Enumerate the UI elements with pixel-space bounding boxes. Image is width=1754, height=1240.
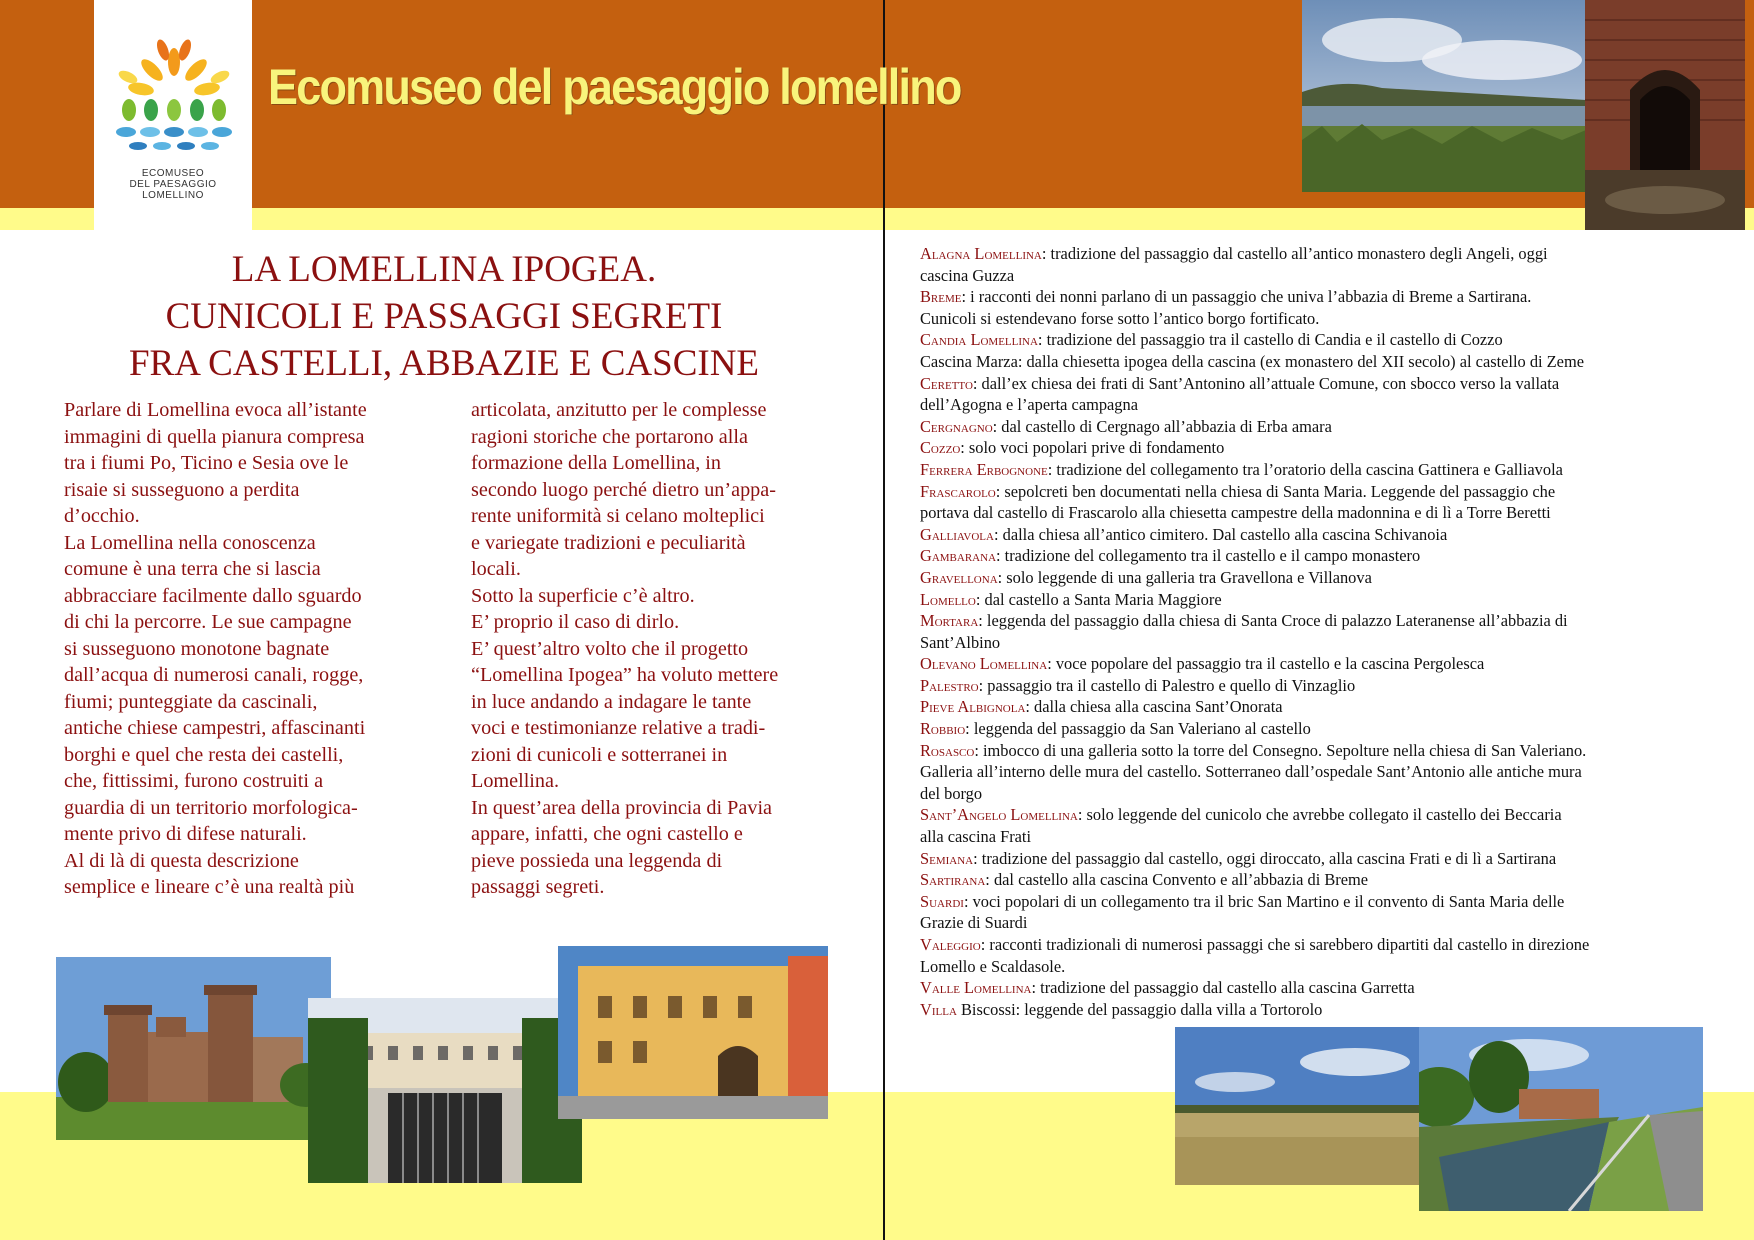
text-line: rente uniformità si celano molteplici xyxy=(471,505,765,527)
site-description-continued: Sant’Albino xyxy=(920,632,1001,652)
text-line: formazione della Lomellina, in xyxy=(471,452,722,474)
site-name: Valle Lomellina xyxy=(920,978,1032,998)
text-line: semplice e lineare c’è una realtà più xyxy=(64,876,355,898)
site-description-continued: alla cascina Frati xyxy=(920,827,1032,847)
site-description: : racconti tradizionali di numerosi passaggi che si sarebbero dipartiti dal castello in direzione xyxy=(980,935,1590,954)
text-line: In quest’area della provincia di Pavia xyxy=(471,796,773,819)
title-line: CUNICOLI E PASSAGGI SEGRETI xyxy=(165,296,723,337)
text-line: locali. xyxy=(471,558,521,580)
text-line: immagini di quella pianura compresa xyxy=(64,425,365,448)
text-line: voci e testimonianze relative a tradi- xyxy=(471,717,766,739)
site-description: : passaggio tra il castello di Palestro e quello di Vinzaglio xyxy=(978,675,1356,695)
site-entry xyxy=(920,589,1700,611)
site-entry xyxy=(920,437,1700,459)
site-name: Rosasco xyxy=(920,740,975,760)
site-description: : i racconti dei nonni parlano di un passaggio che univa l’abbazia di Breme a Sartirana. xyxy=(961,287,1532,307)
text-line: si susseguono monotone bagnate xyxy=(64,637,330,660)
site-entry xyxy=(920,675,1700,697)
site-description: : voci popolari di un collegamento tra il bric San Martino e il convento di Santa Maria delle xyxy=(963,891,1565,911)
title-line: FRA CASTELLI, ABBAZIE E CASCINE xyxy=(128,343,760,384)
title-line: LA LOMELLINA IPOGEA. xyxy=(231,249,657,290)
text-line: E’ quest’altro volto che il progetto xyxy=(471,637,749,660)
site-entry xyxy=(920,848,1700,870)
lake-landscape-photo xyxy=(1302,0,1586,192)
site-description: : sepolcreti ben documentati nella chiesa di Santa Maria. Leggende del passaggio che xyxy=(995,481,1556,501)
text-line: secondo luogo perché dietro un’appa- xyxy=(471,478,776,501)
site-description-continued: Cunicoli si estendevano forse sotto l’antico borgo fortificato. xyxy=(920,308,1320,328)
site-description: : tradizione del collegamento tra l’oratorio della cascina Gattinera e Galliavola xyxy=(1047,459,1563,479)
site-description: : dal castello a Santa Maria Maggiore xyxy=(975,589,1222,609)
text-line: ragioni storiche che portarono alla xyxy=(471,425,748,448)
page-title xyxy=(40,246,848,387)
site-entry xyxy=(920,416,1700,438)
text-line: che, fittissimi, furono costruiti a xyxy=(64,770,324,792)
site-name: Candia Lomellina xyxy=(920,330,1038,350)
site-entry xyxy=(920,804,1700,826)
logo-caption: ECOMUSEO DEL PAESAGGIO LOMELLINO xyxy=(129,168,217,201)
intro-column-right xyxy=(471,397,821,901)
text-line: mente privo di difese naturali. xyxy=(64,823,307,845)
text-line: passaggi segreti. xyxy=(471,876,605,898)
text-line: “Lomellina Ipogea” ha voluto mettere xyxy=(471,664,779,686)
site-name: Palestro xyxy=(920,675,979,695)
site-description: : tradizione del passaggio tra il castello di Candia e il castello di Cozzo xyxy=(1037,330,1503,350)
text-line: abbracciare facilmente dallo sguardo xyxy=(64,584,362,607)
sites-list xyxy=(920,243,1700,1020)
text-line: appare, infatti, che ogni castello e xyxy=(471,823,743,845)
text-line: dall’acqua di numerosi canali, rogge, xyxy=(64,664,364,686)
site-description: : solo voci popolari prive di fondamento xyxy=(960,438,1225,458)
text-line: articolata, anzitutto per le complesse xyxy=(471,399,767,421)
site-description: : dall’ex chiesa dei frati di Sant’Antonino all’attuale Comune, con sbocco verso la vallata xyxy=(972,373,1560,393)
site-description: Biscossi: leggende del passaggio dalla villa a Tortorolo xyxy=(956,999,1323,1019)
site-entry xyxy=(920,243,1700,265)
site-description-continued: portava dal castello di Frascarolo alla chiesetta campestre della madonnina e di lì a Torre Beretti xyxy=(920,503,1551,523)
site-name: Olevano Lomellina xyxy=(920,654,1048,674)
logo-sun-icon xyxy=(94,0,252,165)
site-name: Galliavola xyxy=(920,524,994,544)
site-name: Cozzo xyxy=(920,438,961,458)
site-name: Semiana xyxy=(920,848,974,868)
site-description: : dalla chiesa alla cascina Sant’Onorata xyxy=(1025,697,1283,717)
site-description: : dal castello di Cergnago all’abbazia di Erba amara xyxy=(992,416,1332,436)
brand-title: Ecomuseo del paesaggio lomellino xyxy=(268,59,961,115)
site-entry xyxy=(920,891,1700,913)
villa-gate-photo xyxy=(308,998,582,1183)
site-entry xyxy=(920,459,1700,481)
text-line: Parlare di Lomellina evoca all’istante xyxy=(64,399,367,421)
site-entry xyxy=(920,286,1700,308)
site-name: Gravellona xyxy=(920,567,998,587)
text-line: La Lomellina nella conoscenza xyxy=(64,531,316,554)
text-line: pieve possieda una leggenda di xyxy=(471,849,723,872)
site-name: Suardi xyxy=(920,891,964,911)
site-name: Mortara xyxy=(920,611,979,631)
site-description-continued: Cascina Marza: dalla chiesetta ipogea della cascina (ex monastero del XII secolo) al castello di Zeme xyxy=(920,351,1584,371)
site-name: Sartirana xyxy=(920,870,986,890)
site-entry xyxy=(920,934,1700,956)
site-name: Cergnagno xyxy=(920,416,993,436)
site-description: : solo leggende di una galleria tra Gravellona e Villanova xyxy=(997,567,1372,587)
site-entry xyxy=(920,545,1700,567)
text-line: Lomellina. xyxy=(471,770,560,792)
site-description: : tradizione del passaggio dal castello alla cascina Garretta xyxy=(1031,978,1415,998)
site-description: : dalla chiesa all’antico cimitero. Dal castello alla cascina Schivanoia xyxy=(993,524,1448,544)
text-line: comune è una terra che si lascia xyxy=(64,558,321,580)
site-name: Robbio xyxy=(920,719,966,739)
site-description-continued: Lomello e Scaldasole. xyxy=(920,956,1066,976)
site-description: : leggenda del passaggio da San Valeriano al castello xyxy=(965,719,1311,739)
site-description-continued: Galleria all’interno delle mura del castello. Sotterraneo dall’ospedale Sant’Antonio alle antiche mura xyxy=(920,762,1582,782)
site-entry xyxy=(920,481,1700,503)
site-description: : tradizione del passaggio dal castello, oggi diroccato, alla cascina Frati e di lì a Sartirana xyxy=(973,848,1557,868)
site-name: Valeggio xyxy=(920,935,981,954)
site-description: : solo leggende del cunicolo che avrebbe collegato il castello dei Beccaria xyxy=(1077,805,1562,825)
site-description: : tradizione del collegamento tra il castello e il campo monastero xyxy=(996,546,1421,566)
text-line: guardia di un territorio morfologica- xyxy=(64,796,358,819)
site-entry xyxy=(920,567,1700,589)
site-entry xyxy=(920,329,1700,351)
site-entry xyxy=(920,696,1700,718)
site-name: Villa xyxy=(920,999,957,1019)
site-description: : dal castello alla cascina Convento e all’abbazia di Breme xyxy=(985,870,1369,890)
field-landscape-photo xyxy=(1175,1027,1419,1185)
site-entry xyxy=(920,740,1700,762)
site-description-continued: cascina Guzza xyxy=(920,265,1015,285)
site-name: Alagna Lomellina xyxy=(920,244,1042,263)
site-name: Gambarana xyxy=(920,546,997,566)
page-fold-divider xyxy=(883,0,885,1240)
site-entry xyxy=(920,610,1700,632)
site-description: : voce popolare del passaggio tra il castello e la cascina Pergolesca xyxy=(1047,654,1485,674)
site-name: Ceretto xyxy=(920,373,973,393)
text-line: E’ proprio il caso di dirlo. xyxy=(471,611,680,633)
canal-road-photo xyxy=(1419,1027,1703,1211)
site-name: Ferrera Erbognone xyxy=(920,459,1048,479)
town-street-photo xyxy=(558,946,828,1119)
site-name: Lomello xyxy=(920,589,976,609)
site-description-continued: del borgo xyxy=(920,783,983,803)
site-description-continued: dell’Agogna e l’aperta campagna xyxy=(920,395,1138,415)
site-name: Frascarolo xyxy=(920,481,996,501)
site-entry xyxy=(920,373,1700,395)
text-line: in luce andando a indagare le tante xyxy=(471,690,752,713)
header-yellow-stripe xyxy=(0,208,1754,230)
text-line: e variegate tradizioni e peculiarità xyxy=(471,531,746,554)
text-line: tra i fiumi Po, Ticino e Sesia ove le xyxy=(64,452,349,474)
site-entry xyxy=(920,653,1700,675)
site-entry xyxy=(920,977,1700,999)
text-line: antiche chiese campestri, affascinanti xyxy=(64,717,366,739)
site-entry xyxy=(920,524,1700,546)
site-entry xyxy=(920,718,1700,740)
castle-photo xyxy=(56,957,331,1140)
text-line: di chi la percorre. Le sue campagne xyxy=(64,611,352,633)
intro-column-left xyxy=(64,397,414,901)
site-entry xyxy=(920,869,1700,891)
site-description-continued: Grazie di Suardi xyxy=(920,913,1028,933)
site-name: Pieve Albignola xyxy=(920,697,1026,717)
text-line: d’occhio. xyxy=(64,505,140,527)
site-description: : tradizione del passaggio dal castello all’antico monastero degli Angeli, oggi xyxy=(1041,244,1548,263)
site-name: Sant’Angelo Lomellina xyxy=(920,805,1078,825)
site-entry xyxy=(920,999,1700,1021)
text-line: borghi e quel che resta dei castelli, xyxy=(64,743,344,766)
text-line: fiumi; punteggiate da cascinali, xyxy=(64,690,318,713)
ecomuseo-logo xyxy=(94,0,252,230)
site-name: Breme xyxy=(920,287,962,307)
text-line: Sotto la superficie c’è altro. xyxy=(471,584,695,607)
brick-tunnel-photo xyxy=(1585,0,1745,230)
site-description: : imbocco di una galleria sotto la torre del Consegno. Sepolture nella chiesa di San Valeriano. xyxy=(974,740,1587,760)
site-description: : leggenda del passaggio dalla chiesa di Santa Croce di palazzo Lateranense all’abbazia di xyxy=(978,611,1568,631)
text-line: risaie si susseguono a perdita xyxy=(64,478,300,501)
text-line: Al di là di questa descrizione xyxy=(64,849,299,872)
text-line: zioni di cunicoli e sotterranei in xyxy=(471,743,728,766)
